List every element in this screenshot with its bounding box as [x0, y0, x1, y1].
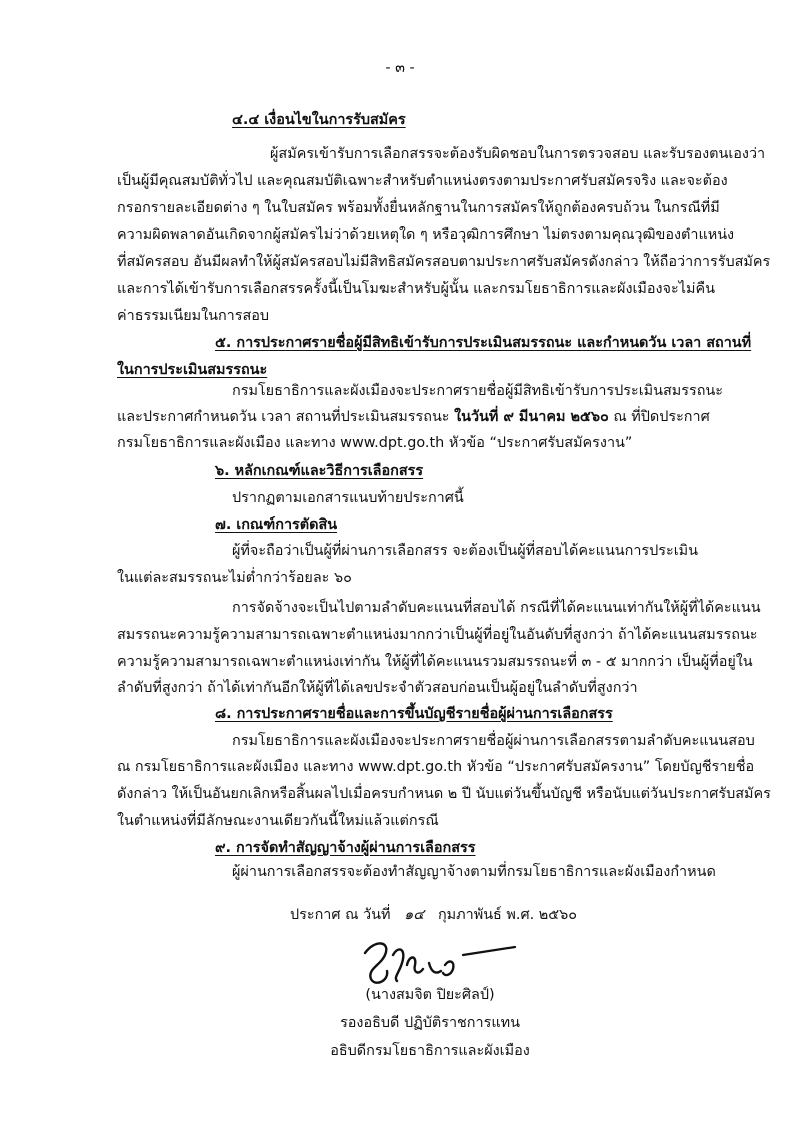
paragraph-line: และการได้เข้ารับการเลือกสรรครั้งนี้เป็นโมฆะสำหรับผู้นั้น และกรมโยธาธิการและผังเมืองจะไม่คืน: [117, 281, 715, 297]
paragraph-line: ความรู้ความสามารถเฉพาะตำแหน่งเท่ากัน ให้ผู้ที่ได้คะแนนรวมสมรรถนะที่ ๓ - ๕ มากกว่า เป็นผู้ที่อยู่ใน: [117, 654, 753, 670]
handwritten-day: ๑๔: [404, 907, 425, 923]
paragraph-line: ดังกล่าว ให้เป็นอันยกเลิกหรือสิ้นผลไปเมื่อครบกำหนด ๒ ปี นับแต่วันขึ้นบัญชี หรือนับแต่วันประกาศรับสมัคร: [117, 786, 771, 802]
page-number: - ๓ -: [385, 60, 415, 76]
paragraph-line: ความผิดพลาดอันเกิดจากผู้สมัครไม่ว่าด้วยเหตุใด ๆ หรือวุฒิการศึกษา ไม่ตรงตามคุณวุฒิของตำแหน่ง: [117, 227, 735, 243]
paragraph-line: การจัดจ้างจะเป็นไปตามลำดับคะแนนที่สอบได้ กรณีที่ได้คะแนนเท่ากันให้ผู้ที่ได้คะแนน: [232, 600, 761, 616]
paragraph-line: สมรรถนะความรู้ความสามารถเฉพาะตำแหน่งมากกว่าเป็นผู้ที่อยู่ในอันดับที่สูงกว่า ถ้าได้คะแนนสมรรถนะ: [117, 627, 758, 643]
paragraph-line: ลำดับที่สูงกว่า ถ้าได้เท่ากันอีกให้ผู้ที่ได้เลขประจำตัวสอบก่อนเป็นผู้อยู่ในลำดับที่สูงกว่า: [117, 680, 638, 696]
paragraph-line: ปรากฏตามเอกสารแนบท้ายประกาศนี้: [232, 490, 464, 506]
paragraph-line: ผู้สมัครเข้ารับการเลือกสรรจะต้องรับผิดชอบในการตรวจสอบ และรับรองตนเองว่า: [270, 146, 766, 162]
section-6-heading: ๖. หลักเกณฑ์และวิธีการเลือกสรร: [215, 463, 424, 479]
paragraph-line: ในตำแหน่งที่มีลักษณะงานเดียวกันนี้ใหม่แล้วแต่กรณี: [117, 813, 439, 829]
section-5-heading: ๕. การประกาศรายชื่อผู้มีสิทธิเข้ารับการประเมินสมรรถนะ และกำหนดวัน เวลา สถานที่: [215, 335, 752, 351]
section-9-heading: ๙. การจัดทำสัญญาจ้างผู้ผ่านการเลือกสรร: [215, 840, 476, 856]
paragraph-line: ที่สมัครสอบ อันมีผลทำให้ผู้สมัครสอบไม่มีสิทธิสมัครสอบตามประกาศรับสมัครดังกล่าว ให้ถือว่าการรับสมัคร: [117, 254, 771, 270]
paragraph-line: ในแต่ละสมรรถนะไม่ต่ำกว่าร้อยละ ๖๐: [117, 570, 352, 586]
section-7-heading: ๗. เกณฑ์การตัดสิน: [215, 517, 338, 533]
paragraph-line: กรมโยธาธิการและผังเมือง และทาง www.dpt.go.th หัวข้อ “ประกาศรับสมัครงาน”: [117, 435, 633, 451]
section-4-4-heading: ๔.๔ เงื่อนไขในการรับสมัคร: [232, 112, 406, 128]
paragraph-line: กรอกรายละเอียดต่าง ๆ ในใบสมัคร พร้อมทั้งยื่นหลักฐานในการสมัครให้ถูกต้องครบถ้วน ในกรณีที่มี: [117, 200, 720, 216]
paragraph-line: และประกาศกำหนดวัน เวลา สถานที่ประเมินสมรรถนะ ในวันที่ ๙ มีนาคม ๒๕๖๐ ณ ที่ปิดประกาศ: [117, 409, 710, 425]
signer-organization: อธิบดีกรมโยธาธิการและผังเมือง: [330, 1043, 530, 1059]
announcement-date-line: ประกาศ ณ วันที่ ๑๔ กุมภาพันธ์ พ.ศ. ๒๕๖๐: [290, 907, 578, 923]
announcement-date: ในวันที่ ๙ มีนาคม ๒๕๖๐: [454, 409, 609, 425]
paragraph-line: ผู้ที่จะถือว่าเป็นผู้ที่ผ่านการเลือกสรร จะต้องเป็นผู้ที่สอบได้คะแนนการประเมิน: [232, 543, 698, 559]
section-5-heading-cont: ในการประเมินสมรรถนะ: [117, 362, 268, 378]
signer-position: รองอธิบดี ปฏิบัติราชการแทน: [340, 1015, 520, 1031]
paragraph-line: เป็นผู้มีคุณสมบัติทั่วไป และคุณสมบัติเฉพาะสำหรับตำแหน่งตรงตามประกาศรับสมัครจริง และจะต้อง: [117, 173, 728, 189]
signer-name: (นางสมจิต ปิยะศิลป์): [365, 987, 495, 1003]
paragraph-line: ณ กรมโยธาธิการและผังเมือง และทาง www.dpt.go.th หัวข้อ “ประกาศรับสมัครงาน” โดยบัญชีรายชื่อ: [117, 759, 755, 775]
paragraph-line: ค่าธรรมเนียมในการสอบ: [117, 308, 270, 324]
paragraph-line: กรมโยธาธิการและผังเมืองจะประกาศรายชื่อผู้ผ่านการเลือกสรรตามลำดับคะแนนสอบ: [232, 733, 755, 749]
section-8-heading: ๘. การประกาศรายชื่อและการขึ้นบัญชีรายชื่อผู้ผ่านการเลือกสรร: [215, 706, 613, 722]
paragraph-line: ผู้ผ่านการเลือกสรรจะต้องทำสัญญาจ้างตามที่กรมโยธาธิการและผังเมืองกำหนด: [232, 864, 716, 880]
paragraph-line: กรมโยธาธิการและผังเมืองจะประกาศรายชื่อผู้มีสิทธิเข้ารับการประเมินสมรรถนะ: [232, 383, 723, 399]
